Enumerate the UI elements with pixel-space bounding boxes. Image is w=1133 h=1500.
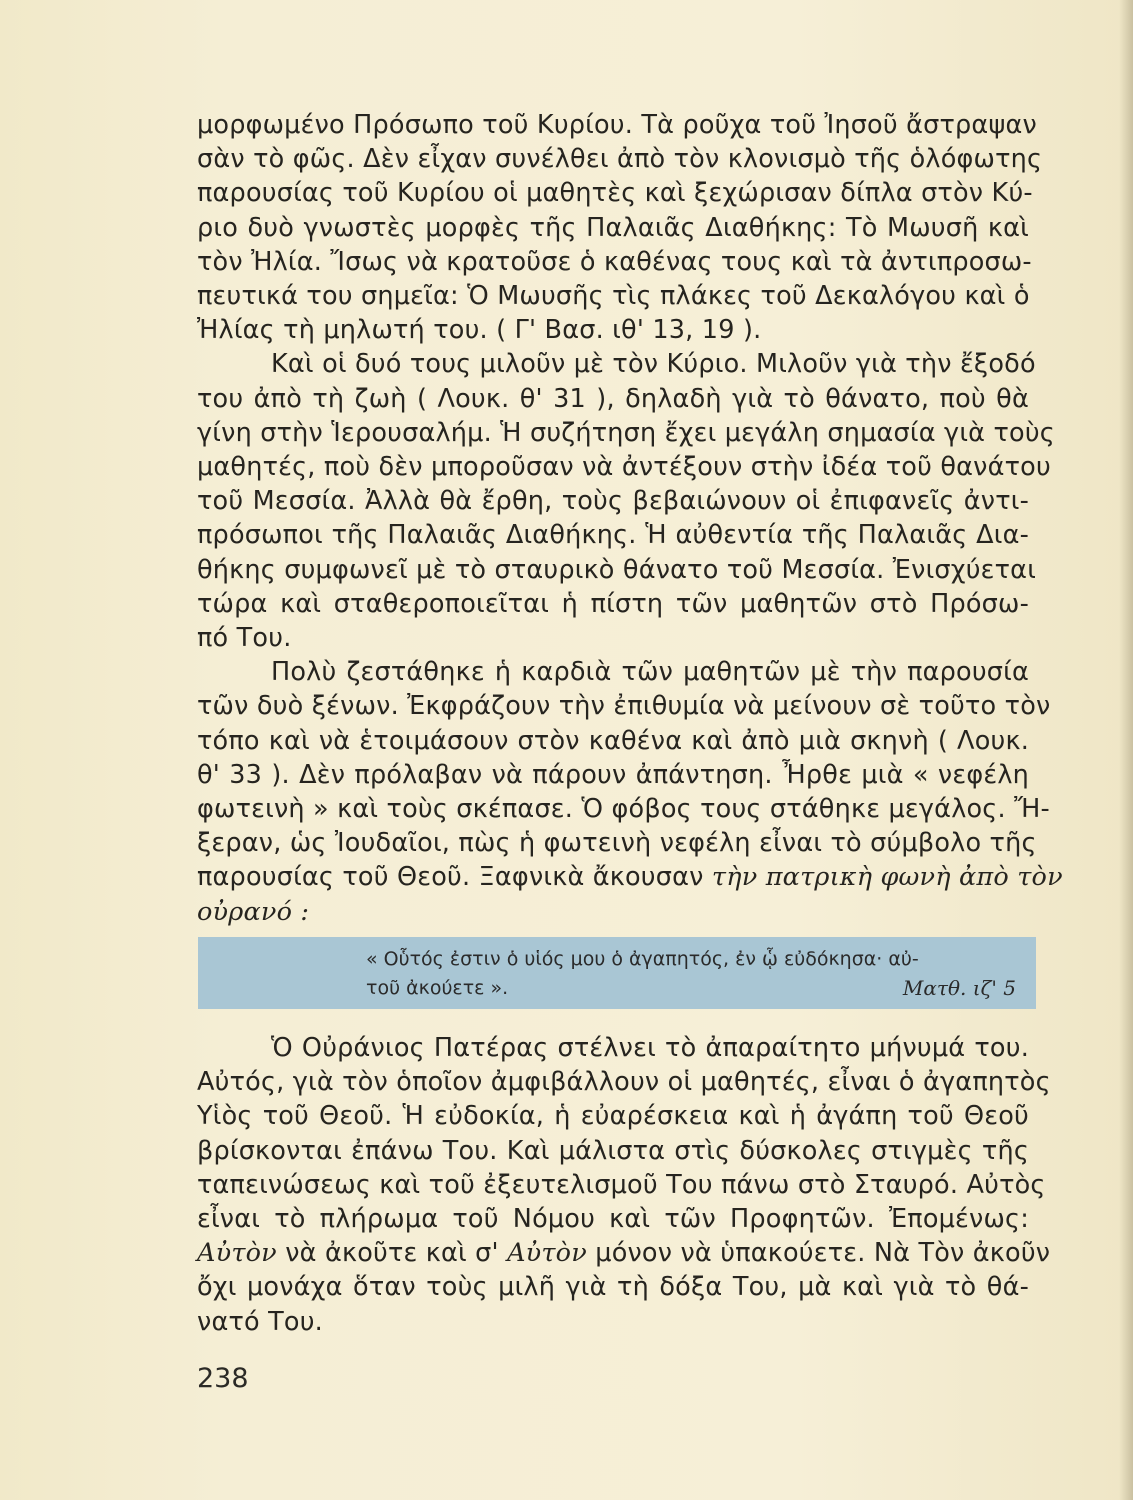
text-line: Καὶ οἱ δυό τους μιλοῦν μὲ τὸν Κύριο. Μιλοῦν γιὰ τὴν ἔξοδό <box>271 349 1036 380</box>
quote-line: « Οὗτός ἐστιν ὁ υἱός μου ὁ ἀγαπητός, ἐν ᾧ εὐδόκησα· αὐ- <box>366 948 919 970</box>
text-line: τώρα καὶ σταθεροποιεῖται ἡ πίστη τῶν μαθητῶν στὸ Πρόσω- <box>197 588 1029 619</box>
text-line: Υἱὸς τοῦ Θεοῦ. Ἡ εὐδοκία, ἡ εὐαρέσκεια καὶ ἡ ἀγάπη τοῦ Θεοῦ <box>197 1101 1029 1132</box>
text-line: Ἠλίας τὴ μηλωτή του. ( Γ' Βασ. ιθ' 13, 19 ). <box>197 315 762 346</box>
scripture-quote <box>366 945 1016 1003</box>
text-segment: μόνον νὰ ὑπακούετε. Νὰ Τὸν ἀκοῦν <box>595 1238 1051 1269</box>
text-line: γίνη στὴν Ἱερουσαλήμ. Ἡ συζήτηση ἔχει μεγάλη σημασία γιὰ τοὺς <box>197 417 1055 448</box>
italic-text-segment: Αὐτὸν <box>507 1238 587 1269</box>
text-line: του ἀπὸ τὴ ζωὴ ( Λουκ. θ' 31 ), δηλαδὴ γιὰ τὸ θάνατο, ποὺ θὰ <box>197 383 1029 414</box>
text-line <box>197 1236 1051 1270</box>
text-segment: παρουσίας τοῦ Θεοῦ. Ξαφνικὰ ἄκουσαν <box>197 862 704 893</box>
text-line: φωτεινὴ » καὶ τοὺς σκέπασε. Ὁ φόβος τους στάθηκε μεγάλος. Ἤ- <box>197 794 1050 825</box>
text-line: τοῦ Μεσσία. Ἀλλὰ θὰ ἔρθη, τοὺς βεβαιώνουν οἱ ἐπιφανεῖς ἀντι- <box>197 486 1029 517</box>
text-line: τόπο καὶ νὰ ἑτοιμάσουν στὸν καθένα καὶ ἀπὸ μιὰ σκηνὴ ( Λουκ. <box>197 725 1029 756</box>
text-line: θήκης συμφωνεῖ μὲ τὸ σταυρικὸ θάνατο τοῦ Μεσσία. Ἐνισχύεται <box>197 554 1037 585</box>
paragraph-2 <box>197 347 1055 655</box>
page-number: 238 <box>197 1363 249 1394</box>
scripture-quote-box <box>198 937 1036 1009</box>
text-line: μορφωμένο Πρόσωπο τοῦ Κυρίου. Τὰ ροῦχα τοῦ Ἰησοῦ ἄστραψαν <box>197 110 1037 140</box>
quote-line <box>366 974 1016 1003</box>
text-line: Αὐτός, γιὰ τὸν ὁποῖον ἀμφιβάλλουν οἱ μαθητές, εἶναι ὁ ἀγαπητὸς <box>197 1067 1051 1098</box>
text-block-top <box>197 108 1063 929</box>
text-line: νατό Του. <box>197 1306 323 1337</box>
text-line: ξεραν, ὡς Ἰουδαῖοι, πὼς ἡ φωτεινὴ νεφέλη εἶναι τὸ σύμβολο τῆς <box>197 828 1037 859</box>
text-line: παρουσίας τοῦ Κυρίου οἱ μαθητὲς καὶ ξεχώρισαν δίπλα στὸν Κύ- <box>197 178 1033 209</box>
paragraph-continuation <box>197 108 1043 347</box>
page-edge-shadow <box>1119 0 1133 1500</box>
text-block-bottom <box>197 1031 1051 1339</box>
italic-text-line: οὐρανό : <box>197 896 310 927</box>
text-line: τὸν Ἠλία. Ἴσως νὰ κρατοῦσε ὁ καθένας τους καὶ τὰ ἀντιπροσω- <box>197 246 1032 277</box>
text-line: τῶν δυὸ ξένων. Ἐκφράζουν τὴν ἐπιθυμία νὰ μείνουν σὲ τοῦτο τὸν <box>197 691 1051 722</box>
text-line: πό Του. <box>197 623 292 654</box>
text-line: θ' 33 ). Δὲν πρόλαβαν νὰ πάρουν ἀπάντηση. Ἦρθε μιὰ « νεφέλη <box>197 759 1029 790</box>
text-line: βρίσκονται ἐπάνω Του. Καὶ μάλιστα στὶς δύσκολες στιγμὲς τῆς <box>197 1135 1029 1166</box>
italic-text-segment: τὴν πατρικὴ φωνὴ ἀπὸ τὸν <box>711 862 1063 893</box>
text-line: εἶναι τὸ πλήρωμα τοῦ Νόμου καὶ τῶν Προφητῶν. Ἐπομένως: <box>197 1204 1029 1235</box>
text-segment: νὰ ἀκοῦτε καὶ σ' <box>285 1238 499 1269</box>
text-line: πευτικά του σημεῖα: Ὁ Μωυσῆς τὶς πλάκες τοῦ Δεκαλόγου καὶ ὁ <box>197 281 1030 312</box>
paragraph-4 <box>197 1031 1051 1339</box>
italic-text-segment: Αὐτὸν <box>197 1238 277 1269</box>
text-line: ὄχι μονάχα ὅταν τοὺς μιλῆ γιὰ τὴ δόξα Του, μὰ καὶ γιὰ τὸ θά- <box>197 1272 1029 1303</box>
text-line: σὰν τὸ φῶς. Δὲν εἶχαν συνέλθει ἀπὸ τὸν κλονισμὸ τῆς ὁλόφωτης <box>197 144 1043 175</box>
text-line: μαθητές, ποὺ δὲν μποροῦσαν νὰ ἀντέξουν στὴν ἰδέα τοῦ θανάτου <box>197 452 1051 483</box>
text-line: ταπεινώσεως καὶ τοῦ ἐξευτελισμοῦ Του πάνω στὸ Σταυρό. Αὐτὸς <box>197 1169 1046 1200</box>
text-line: Πολὺ ζεστάθηκε ἡ καρδιὰ τῶν μαθητῶν μὲ τὴν παρουσία <box>271 657 1029 688</box>
text-line: πρόσωποι τῆς Παλαιᾶς Διαθήκης. Ἡ αὐθεντία τῆς Παλαιᾶς Δια- <box>197 520 1029 551</box>
paragraph-3 <box>197 655 1063 929</box>
text-line: Ὁ Οὐράνιος Πατέρας στέλνει τὸ ἀπαραίτητο μήνυμά του. <box>271 1033 1029 1063</box>
text-line: ριο δυὸ γνωστὲς μορφὲς τῆς Παλαιᾶς Διαθήκης: Τὸ Μωυσῆ καὶ <box>197 212 1029 243</box>
quote-reference: Ματθ. ιζ' 5 <box>902 976 1016 1000</box>
text-line <box>197 860 1063 894</box>
quote-line-2: τοῦ ἀκούετε ». <box>366 977 509 999</box>
